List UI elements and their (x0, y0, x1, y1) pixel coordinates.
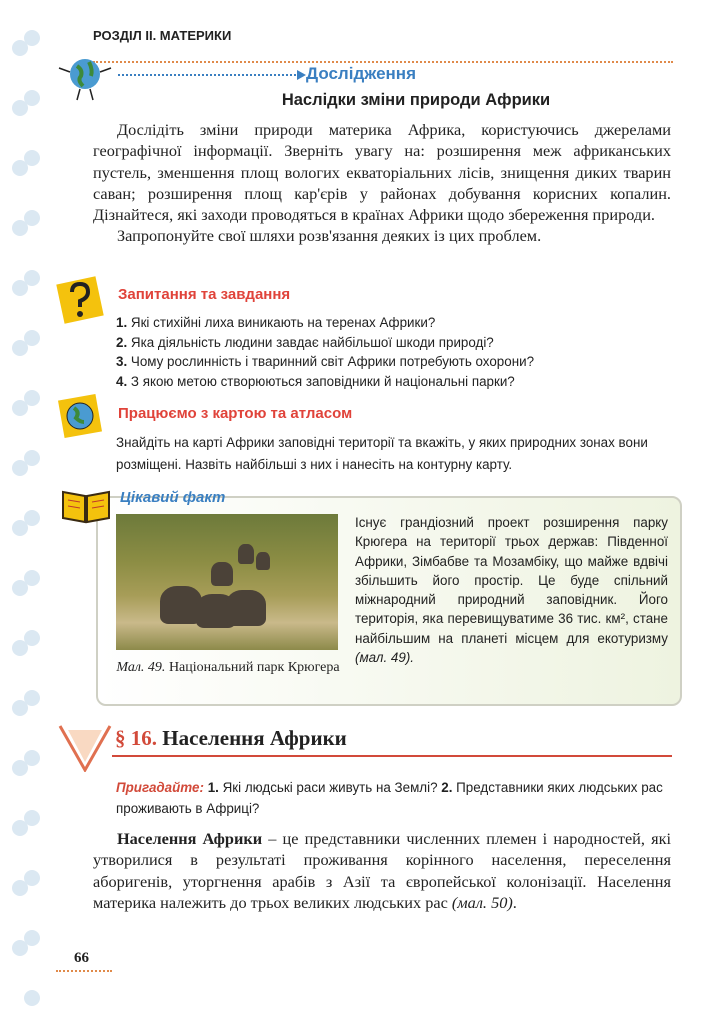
question-item: 1. Які стихійні лиха виникають на теренах Африки? (116, 315, 436, 330)
research-label: Дослідження (306, 64, 416, 83)
watermark-logo-icon (24, 570, 40, 586)
question-item: 4. З якою метою створюються заповідники й національні парки? (116, 373, 515, 389)
watermark-logo-icon (24, 870, 40, 886)
watermark-logo-icon (24, 390, 40, 406)
research-paragraph: Запропонуйте свої шляхи розв'язання деяких із цих проблем. (117, 226, 542, 246)
globe-map-icon (58, 394, 102, 438)
watermark-logo-icon (24, 450, 40, 466)
watermark-logo-icon (24, 990, 40, 1006)
watermark-logo-icon (24, 330, 40, 346)
question-item: 3. Чому рослинність і тваринний світ Африки потребують охорони? (116, 354, 535, 369)
heading-underline (112, 755, 672, 757)
watermark-logo-icon (24, 690, 40, 706)
photo-caption: Мал. 49. Національний парк Крюгера (116, 660, 340, 675)
watermark-logo-icon (24, 270, 40, 286)
population-paragraph: Населення Африки – це представники численних племен і народностей, які утворилися в результаті проживання корінного населення, переселення аборигенів, уторгнення арабів з Азії та європейської колонізації. Населення материка належить до трьох великих людських рас (мал. 50). (93, 829, 672, 912)
question-item: 2. Яка діяльність людини завдає найбільшої шкоди природі? (116, 334, 494, 350)
fact-title: Цікавий факт (120, 489, 226, 506)
watermark-logo-icon (24, 810, 40, 826)
watermark-logo-icon (24, 630, 40, 646)
header-divider (93, 61, 673, 63)
map-work-text: Знайдіть на карті Африки заповідні території та вкажіть, у яких природних зонах вони розміщені. Назвіть найбільші з них і нанесіть на контурну карту. (116, 435, 648, 472)
page-number: 66 (74, 950, 89, 966)
section-header: РОЗДІЛ ІІ. МАТЕРИКИ (93, 28, 232, 43)
watermark-logo-icon (24, 210, 40, 226)
research-paragraph: Дослідіть зміни природи материка Африка, користуючись джерелами географічної інформації. Зверніть увагу на: розширення меж африканських пустель, зменшення площ вологих екваторіальних лісів, знищення диких тварин саван; розширення площ кар'єрів у районах добування корисних копалин. Дізнайтеся, які заходи проводяться в країнах Африки щодо збереження природи. (93, 120, 671, 225)
watermark-logo-icon (24, 150, 40, 166)
questions-list (116, 313, 534, 391)
research-title: Наслідки зміни природи Африки (281, 91, 551, 109)
questions-title: Запитання та завдання (118, 286, 291, 303)
research-arrow-line (118, 74, 300, 76)
paragraph-ornament-icon (58, 722, 112, 772)
book-icon (60, 486, 112, 524)
watermark-logo-icon (24, 750, 40, 766)
arrow-head-icon (297, 70, 306, 80)
research-text (93, 119, 671, 247)
watermark-logo-icon (24, 30, 40, 46)
watermark-logo-icon (24, 930, 40, 946)
paragraph-heading: § 16. Населення Африки (115, 726, 347, 750)
page-number-ornament (56, 970, 112, 972)
map-work-title: Працюємо з картою та атласом (118, 405, 353, 422)
kruger-elephants-photo (116, 514, 338, 650)
recall-block: Пригадайте: 1. Які людські раси живуть на Землі? 2. Представники яких людських рас проживають в Африці? (116, 780, 663, 816)
watermark-logo-icon (24, 510, 40, 526)
question-mark-icon (56, 276, 104, 324)
fact-text: Існує грандіозний проект розширення парку Крюгера на території трьох держав: Південної Африки, Зімбабве та Мозамбіку, що майже вдвічі збільшить його простір. Це буде спільний міжнародний природний заповідник. Його територія, яка перевищуватиме 36 тис. км², стане найбільшим на планеті місцем для екотуризму (мал. 49). (355, 515, 668, 666)
